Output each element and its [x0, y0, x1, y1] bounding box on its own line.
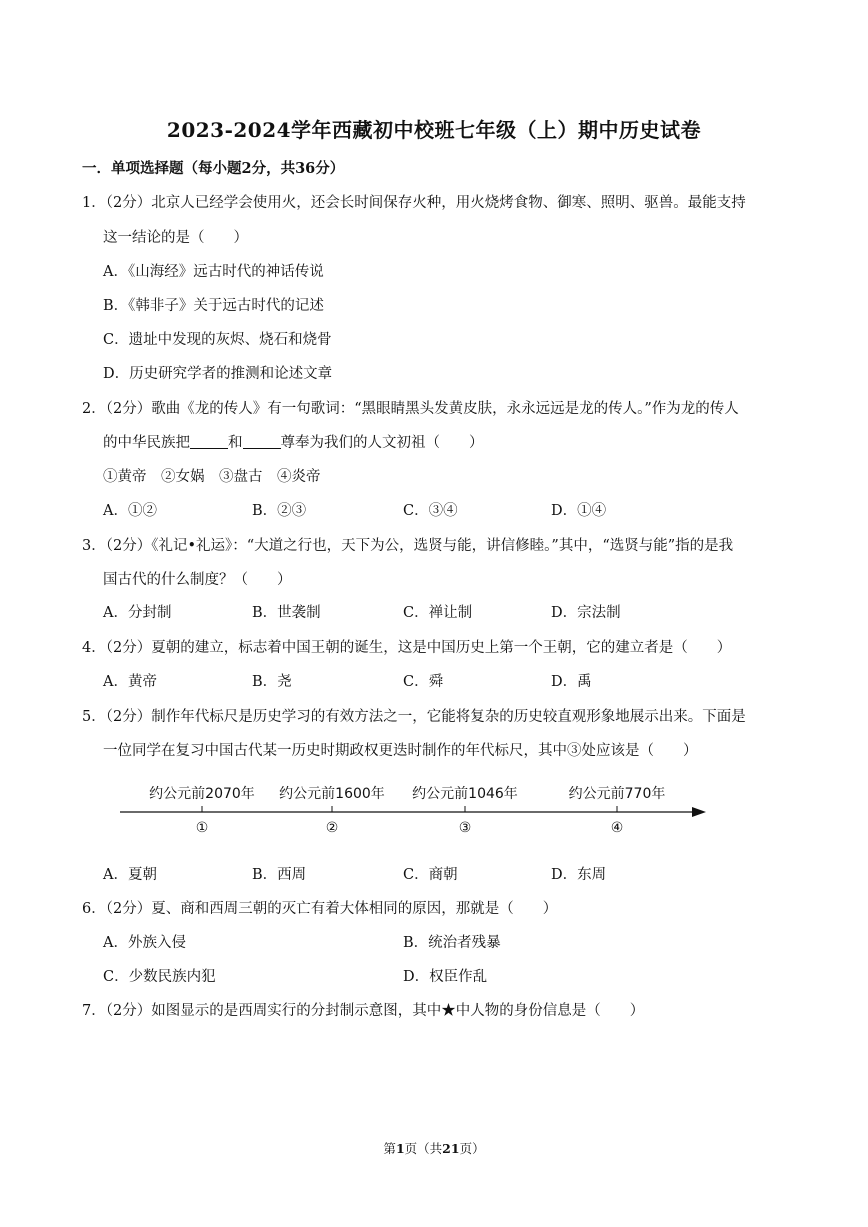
question-2-items: ①黄帝 ②女娲 ③盘古 ④炎帝: [103, 469, 321, 485]
question-2-text-b: 和: [228, 435, 243, 451]
question-4-option-a: A．黄帝: [103, 674, 157, 690]
section-heading: 一．单项选择题（每小题2分，共36分）: [82, 160, 345, 177]
question-1-stem: 1．（2分）北京人已经学会使用火，还会长时间保存火种，用火烧烤食物、御寒、照明、驱兽。最能支持: [82, 195, 746, 211]
question-5-stem-cont: 一位同学在复习中国古代某一历史时期政权更迭时制作的年代标尺，其中③处应该是（ ）: [103, 743, 698, 759]
question-6-option-b: B．统治者残暴: [403, 935, 501, 951]
question-1-option-c: C．遗址中发现的灰烬、烧石和烧骨: [103, 332, 332, 348]
question-3-option-a: A．分封制: [103, 605, 172, 621]
timeline-marker-1: ①: [195, 820, 209, 836]
question-2-option-d: D．①④: [551, 503, 607, 519]
footer-post: 页）: [459, 1141, 485, 1156]
question-2-option-c: C．③④: [403, 503, 458, 519]
question-1-stem-cont: 这一结论的是（ ）: [103, 230, 248, 246]
question-4-option-b: B．尧: [252, 674, 292, 690]
footer-mid: 页（共: [404, 1141, 443, 1156]
question-5-option-d: D．东周: [551, 867, 607, 883]
answer-blank: [190, 434, 228, 449]
question-5-stem: 5．（2分）制作年代标尺是历史学习的有效方法之一，它能将复杂的历史较直观形象地展示出来。下面是: [82, 709, 746, 725]
question-6-stem: 6．（2分）夏、商和西周三朝的灭亡有着大体相同的原因，那就是（ ）: [82, 901, 558, 917]
question-5-option-b: B．西周: [252, 867, 307, 883]
question-1-option-b: B．《韩非子》关于远古时代的记述: [103, 298, 324, 314]
question-4-stem: 4．（2分）夏朝的建立，标志着中国王朝的诞生，这是中国历史上第一个王朝，它的建立者是（ ）: [82, 640, 732, 656]
footer-total-pages: 21: [442, 1141, 460, 1156]
timeline-label-3: 约公元前1046年: [412, 786, 518, 802]
question-6-option-c: C．少数民族内犯: [103, 969, 216, 985]
question-2-option-b: B．②③: [252, 503, 307, 519]
question-2-stem-cont: [103, 431, 484, 452]
question-3-stem-cont: 国古代的什么制度？（ ）: [103, 572, 292, 588]
question-2-option-a: A．①②: [103, 503, 157, 519]
question-2-text-c: 尊奉为我们的人文初祖（ ）: [280, 435, 484, 451]
chronology-timeline: [110, 776, 710, 838]
question-5-option-c: C．商朝: [403, 867, 458, 883]
question-6-option-d: D．权臣作乱: [403, 969, 488, 985]
page-footer: [0, 1139, 868, 1157]
answer-blank: [243, 434, 281, 449]
timeline-label-2: 约公元前1600年: [279, 786, 385, 802]
question-5-option-a: A．夏朝: [103, 867, 157, 883]
footer-page-number: 1: [395, 1141, 405, 1156]
question-6-option-a: A．外族入侵: [103, 935, 186, 951]
question-3-option-d: D．宗法制: [551, 605, 621, 621]
timeline-marker-4: ④: [610, 820, 624, 836]
footer-pre: 第: [383, 1141, 396, 1156]
question-3-option-b: B．世袭制: [252, 605, 321, 621]
timeline-marker-2: ②: [325, 820, 339, 836]
question-3-stem: 3．（2分）《礼记•礼运》：“大道之行也，天下为公，选贤与能，讲信修睦。”其中，“选贤与能”指的是我: [82, 538, 734, 554]
page-title: 2023-2024学年西藏初中校班七年级（上）期中历史试卷: [166, 118, 702, 142]
question-4-option-c: C．舜: [403, 674, 444, 690]
question-1-option-a: A．《山海经》远古时代的神话传说: [103, 264, 324, 280]
timeline-label-1: 约公元前2070年: [149, 786, 255, 802]
question-1-option-d: D．历史研究学者的推测和论述文章: [103, 366, 333, 382]
question-2-stem: 2．（2分）歌曲《龙的传人》有一句歌词：“黑眼睛黑头发黄皮肤，永永远远是龙的传人。”作为龙的传人: [82, 401, 739, 417]
question-2-text-a: 的中华民族把: [103, 435, 190, 451]
timeline-marker-3: ③: [458, 820, 472, 836]
timeline-arrowhead: [692, 807, 706, 817]
question-4-option-d: D．禹: [551, 674, 592, 690]
question-7-stem: 7．（2分）如图显示的是西周实行的分封制示意图，其中★中人物的身份信息是（ ）: [82, 1003, 645, 1019]
question-3-option-c: C．禅让制: [403, 605, 473, 621]
timeline-label-4: 约公元前770年: [568, 786, 666, 802]
